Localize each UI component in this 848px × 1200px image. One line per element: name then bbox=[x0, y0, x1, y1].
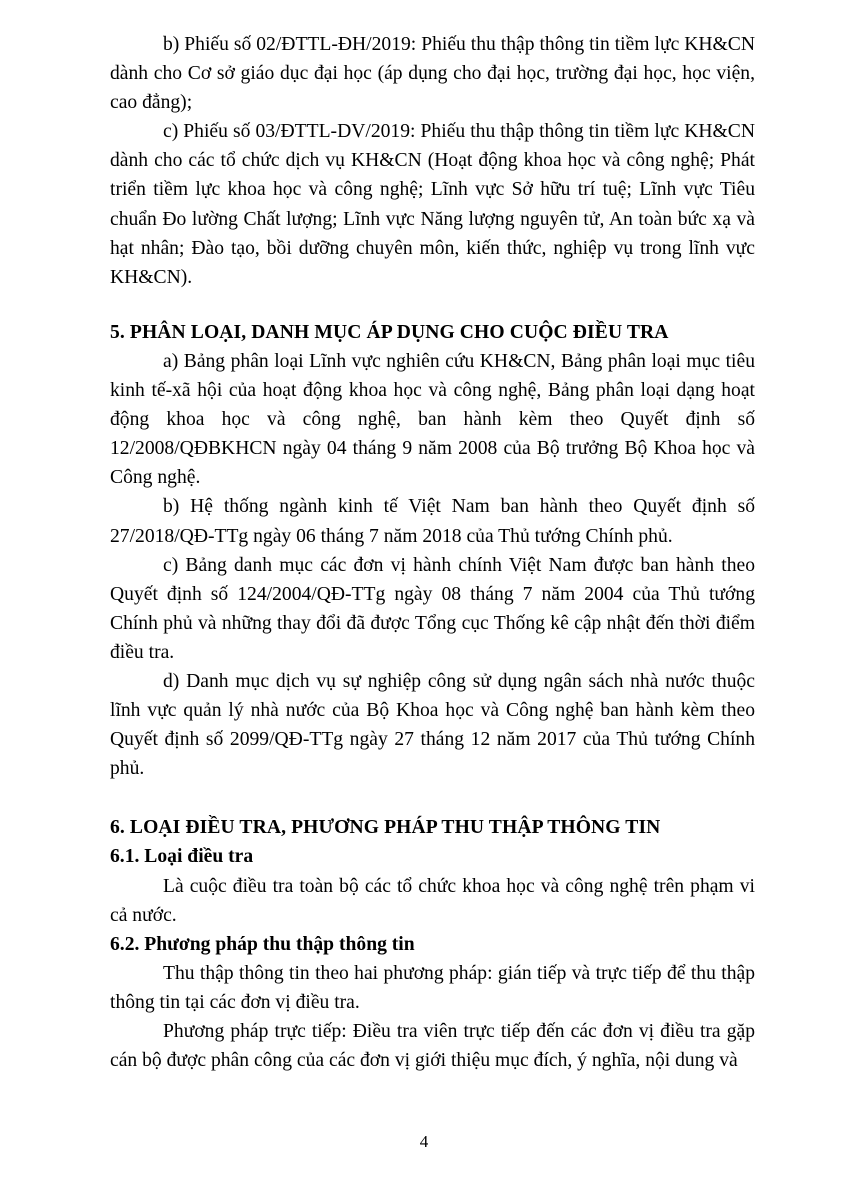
section-6-1-paragraph: Là cuộc điều tra toàn bộ các tổ chức khoa học và công nghệ trên phạm vi cả nước. bbox=[110, 875, 755, 926]
section-6-2-paragraph-2: Phương pháp trực tiếp: Điều tra viên trực tiếp đến các đơn vị điều tra gặp cán bộ được phân công của các đơn vị giới thiệu mục đích, ý nghĩa, nội dung và bbox=[110, 1021, 755, 1072]
section-6-2-paragraph-1: Thu thập thông tin theo hai phương pháp: gián tiếp và trực tiếp để thu thập thông tin tại các đơn vị điều tra. bbox=[110, 962, 755, 1013]
page-number: 4 bbox=[419, 1132, 429, 1151]
section-5-heading: 5. PHÂN LOẠI, DANH MỤC ÁP DỤNG CHO CUỘC ĐIỀU TRA bbox=[110, 321, 669, 343]
section-5-item-d: d) Danh mục dịch vụ sự nghiệp công sử dụng ngân sách nhà nước thuộc lĩnh vực quản lý nhà nước của Bộ Khoa học và Công nghệ ban hành kèm theo Quyết định số 2099/QĐ-TTg ngày 27 tháng 12 năm 2017 của Thủ tướng Chính phủ. bbox=[110, 670, 755, 780]
section-5-item-c: c) Bảng danh mục các đơn vị hành chính Việt Nam được ban hành theo Quyết định số 124/2004/QĐ-TTg ngày 08 tháng 7 năm 2004 của Thủ tướng Chính phủ và những thay đổi đã được Tổng cục Thống kê cập nhật đến thời điểm điều tra. bbox=[110, 554, 755, 663]
section-6-2-heading: 6.2. Phương pháp thu thập thông tin bbox=[110, 933, 415, 955]
section-6-1-heading: 6.1. Loại điều tra bbox=[110, 846, 254, 868]
paragraph-form-03: c) Phiếu số 03/ĐTTL-DV/2019: Phiếu thu thập thông tin tiềm lực KH&CN dành cho các tổ chức dịch vụ KH&CN (Hoạt động khoa học và công nghệ; Phát triển tiềm lực khoa học và công nghệ; Lĩnh vực Sở hữu trí tuệ; Lĩnh vực Tiêu chuẩn Đo lường Chất lượng; Lĩnh vực Năng lượng nguyên tử, An toàn bức xạ và hạt nhân; Đào tạo, bồi dưỡng chuyên môn, kiến thức, nghiệp vụ trong lĩnh vực KH&CN). bbox=[110, 121, 755, 288]
paragraph-form-02: b) Phiếu số 02/ĐTTL-ĐH/2019: Phiếu thu thập thông tin tiềm lực KH&CN dành cho Cơ sở giáo dục đại học (áp dụng cho đại học, trường đại học, học viện, cao đẳng); bbox=[110, 34, 755, 114]
section-5-item-b: b) Hệ thống ngành kinh tế Việt Nam ban hành theo Quyết định số 27/2018/QĐ-TTg ngày 06 tháng 7 năm 2018 của Thủ tướng Chính phủ. bbox=[110, 496, 755, 547]
section-6-heading: 6. LOẠI ĐIỀU TRA, PHƯƠNG PHÁP THU THẬP THÔNG TIN bbox=[110, 817, 661, 839]
section-5-item-a: a) Bảng phân loại Lĩnh vực nghiên cứu KH&CN, Bảng phân loại mục tiêu kinh tế-xã hội của hoạt động khoa học và công nghệ, Bảng phân loại dạng hoạt động khoa học và công nghệ, ban hành kèm theo Quyết định số 12/2008/QĐBKHCN ngày 04 tháng 9 năm 2008 của Bộ trưởng Bộ Khoa học và Công nghệ. bbox=[110, 350, 755, 489]
page-content bbox=[110, 30, 755, 1075]
